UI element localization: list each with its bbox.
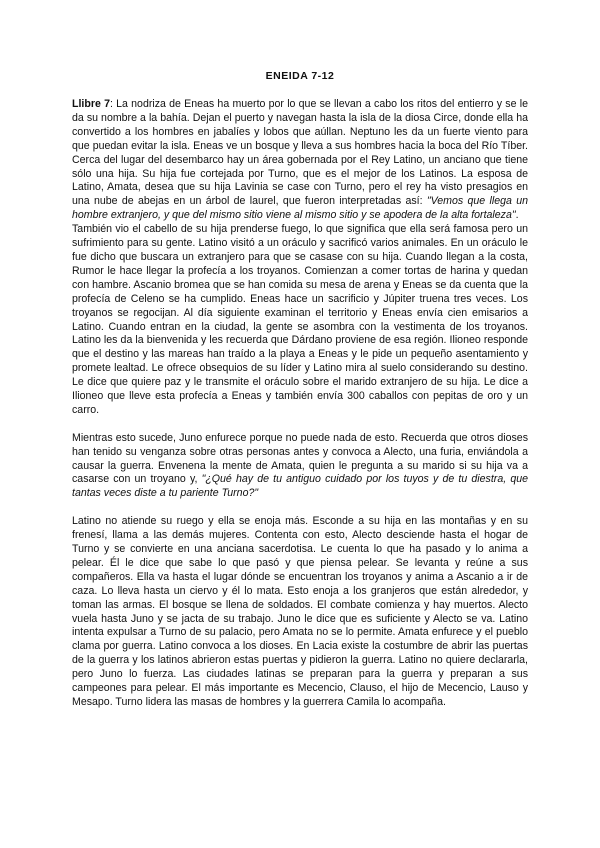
document-body [72,98,528,724]
paragraph-3 [72,432,528,502]
book-label: Llibre 7 [72,98,110,110]
paragraph-1-end: . [515,209,519,222]
paragraph-2: También vio el cabello de su hija prenderse fuego, lo que significa que ella será famosa pero un sufrimiento para su gente. Latino visitó a un oráculo y sacrificó varios animales. En un oráculo le fue dicho que buscara un extranjero para que se casase con su hija. Cuando llegan a la costa, Rumor le hace llegar la profecía a los troyanos. Comienzan a comer tortas de harina y quedan con hambre. Ascanio bromea que se han comida su mesa de arena y Eneas se da cuenta que la profecía de Celeno se ha cumplido. Eneas hace un sacrificio y Júpiter truena tres veces. Los troyanos se regocijan. Al día siguiente examinan el territorio y Eneas envía cien emisarios a Latino. Cuando entran en la ciudad, la gente se asombra con la vestimenta de los troyanos. Latino les da la bienvenida y les recuerda que Dárdano proviene de esa región. Ilioneo responde que el destino y las mareas han traído a la playa a Eneas y le pide un pequeño asentamiento y promete lealtad. Le ofrece obsequios de su líder y Latino mira al suelo considerando su destino. Le dice que quiere paz y le transmite el oráculo sobre el marido extranjero de su hija. Le dice a Ilioneo que lleve esta profecía a Eneas y también envía 300 caballos con pepitas de oro y un carro. [72,223,528,416]
paragraph-1-text: : La nodriza de Eneas ha muerto por lo que se llevan a cabo los ritos del entierro y se le da su nombre a la bahía. Dejan el puerto y navegan hasta la isla de la diosa Circe, donde ella ha convertido a los hombres en jabalíes y lobos que aúllan. Neptuno les da un fuerte viento para que puedan evitar la isla. Eneas ve un bosque y lleva a sus hombres hacia la boca del Río Tíber. Cerca del lugar del desembarco hay un área gobernada por el Rey Latino, un anciano que tiene sólo una hija. Su hija fue cortejada por Turno, que es el mejor de los Latinos. La esposa de Latino, Amata, desea que su hija Lavinia se case con Turno, pero el rey ha visto presagios en una nube de abejas en un árbol de laurel, que fueron interpretadas así: [72,98,528,208]
paragraph-3-quote: "¿Qué hay de tu antiguo cuidado por los tuyos y de tu diestra, que tantas veces diste a tu pariente Turno?" [72,473,528,500]
paragraph-1-quote: "Vemos que llega un hombre extranjero, y que del mismo sitio viene al mismo sitio y se apodera de la alta fortaleza" [72,195,528,222]
paragraph-1 [72,98,528,223]
paragraph-4: Latino no atiende su ruego y ella se enoja más. Esconde a su hija en las montañas y en su frenesí, llama a las demás mujeres. Contenta con esto, Alecto desciende hasta el hogar de Turno y se convierte en una anciana sacerdotisa. Le cuenta lo que ha pasado y lo anima a pelear. Él le dice que sabe lo que pasó y que piensa pelear. Se levanta y reúne a sus compañeros. Ella va hasta el lugar dónde se encuentran los troyanos y anima a Ascanio a ir de caza. Lo lleva hasta un ciervo y él lo mata. Esto enoja a los granjeros que están alrededor, y toman las armas. El bosque se llena de soldados. El combate comienza y hay muertos. Alecto vuela hasta Juno y se jacta de su trabajo. Juno le dice que es suficiente y Alecto se va. Latino intenta expulsar a Turno de su palacio, pero Amata no se lo permite. Amata enfurece y el pueblo clama por guerra. Latino convoca a los dioses. En Lacia existe la costumbre de abrir las puertas de la guerra y los latinos abrieron estas puertas y pidieron la guerra. Latino no quiere declararla, pero Juno lo fuerza. Las ciudades latinas se preparan para la guerra y preparan a sus campeones para pelear. El más importante es Mecencio, Clauso, el hijo de Mecencio, Lauso y Mesapo. Turno lidera las masas de hombres y la guerrera Camila lo acompaña. [72,515,528,708]
paragraph-3-text: Mientras esto sucede, Juno enfurece porque no puede nada de esto. Recuerda que otros dioses han tenido su venganza sobre otras personas antes y convoca a Alecto, una furia, enviándola a causar la guerra. Envenena la mente de Amata, quien le pregunta a su marido si su hija va a casarse con un troyano y, [72,431,528,486]
document-title: ENEIDA 7-12 [265,70,335,82]
